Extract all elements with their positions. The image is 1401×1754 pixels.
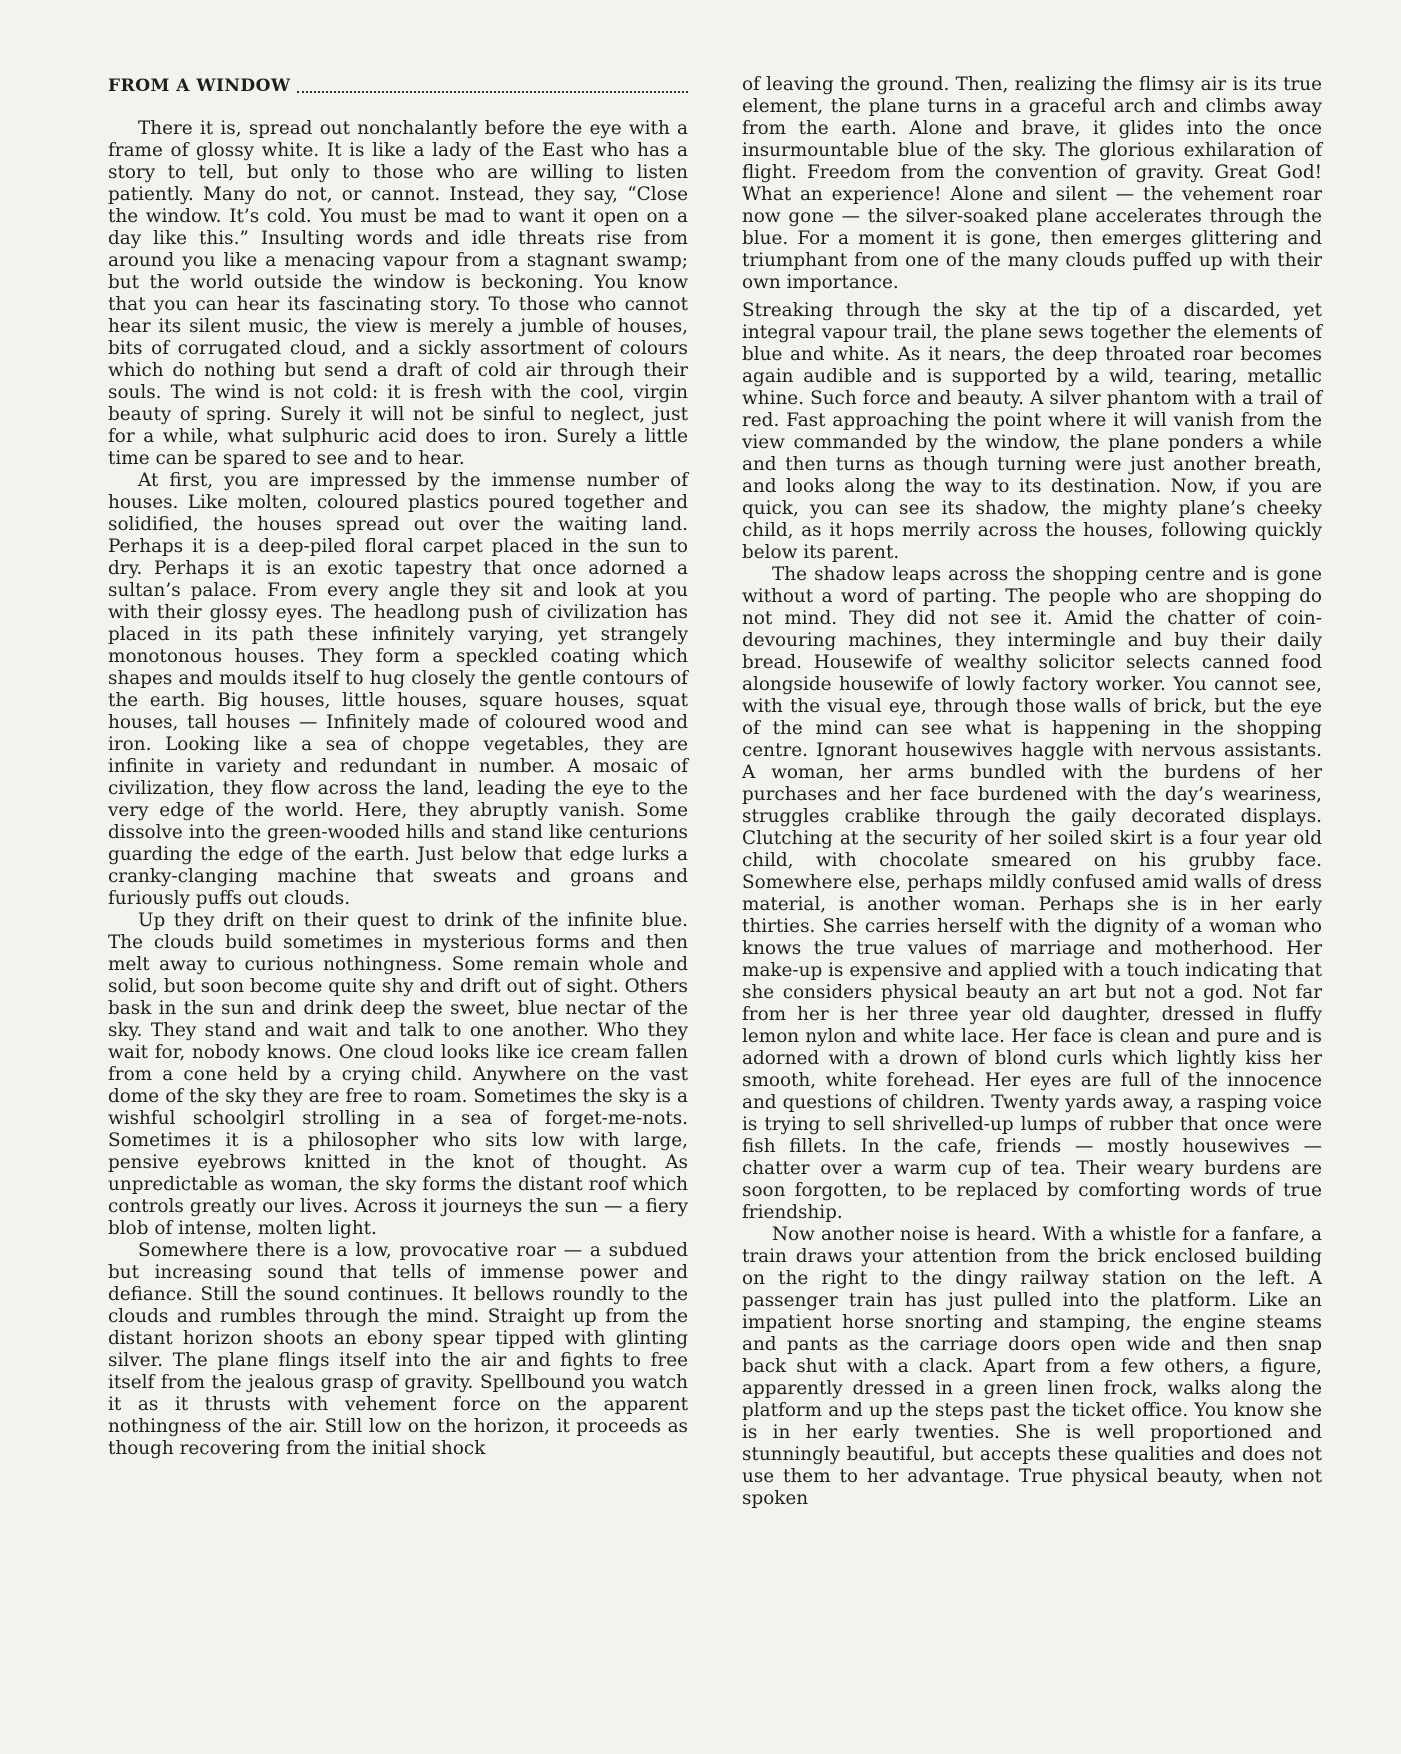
dotted-leader [297, 90, 688, 93]
paragraph-window-intro: There it is, spread out nonchalantly before the eye with a frame of glossy white. It is like a lady of the East who has a story to tell, but only to those who are willing to listen patiently. Many do not, or cannot. Instead, they say, “Close the window. It’s cold. You must be mad to want it open on a day like this.” Insulting words and idle threats rise from around you like a menacing vapour from a stagnant swamp; but the world outside the window is beckoning. You know that you can hear its fascinating story. To those who cannot hear its silent music, the view is merely a jumble of houses, bits of corrugated cloud, and a sickly assortment of colours which do nothing but send a draft of cold air through their souls. The wind is not cold: it is fresh with the cool, virgin beauty of spring. Surely it will not be sinful to neglect, just for a while, what sulphuric acid does to iron. Surely a little time can be spared to see and to hear. [108, 118, 688, 469]
paragraph-plane-continued: of leaving the ground. Then, realizing the flimsy air is its true element, the plane turns in a graceful arch and climbs away from the earth. Alone and brave, it glides into the once insurmountable blue of the sky. The glorious exhilaration of flight. Freedom from the convention of gravity. Great God! What an experience! Alone and silent — the vehement roar now gone — the silver-soaked plane accelerates through the blue. For a moment it is gone, then emerges glittering and triumphant from one of the many clouds puffed up with their own importance. [742, 74, 1322, 293]
paragraph-shopping-centre: The shadow leaps across the shopping centre and is gone without a word of parting. The people who are shopping do not mind. They did not see it. Amid the chatter of coin-devouring machines, they intermingle and buy their daily bread. Housewife of wealthy solicitor selects canned food alongside housewife of lowly factory worker. You cannot see, with the visual eye, through those walls of brick, but the eye of the mind can see what is happening in the shopping centre. Ignorant housewives haggle with nervous assistants. A woman, her arms bundled with the burdens of her purchases and her face burdened with the day’s weariness, struggles crablike through the gaily decorated displays. Clutching at the security of her soiled skirt is a four year old child, with chocolate smeared on his grubby face. Somewhere else, perhaps mildly confused amid walls of dress material, is another woman. Perhaps she is in her early thirties. She carries herself with the dignity of a woman who knows the true values of marriage and motherhood. Her make-up is expensive and applied with a touch indicating that she considers physical beauty an art but not a god. Not far from her is her three year old daughter, dressed in fluffy lemon nylon and white lace. Her face is clean and pure and is adorned with a drown of blond curls which lightly kiss her smooth, white forehead. Her eyes are full of the innocence and questions of children. Twenty yards away, a rasping voice is trying to sell shrivelled-up lumps of rubber that once were fish fillets. In the cafe, friends — mostly housewives — chatter over a warm cup of tea. Their weary burdens are soon forgotten, to be replaced by comforting words of true friendship. [742, 564, 1322, 1223]
paragraph-train: Now another noise is heard. With a whistle for a fanfare, a train draws your attention from the brick enclosed building on the right to the dingy railway station on the left. A passenger train has just pulled into the platform. Like an impatient horse snorting and stamping, the engine steams and pants as the carriage doors open wide and then snap back shut with a clack. Apart from a few others, a figure, apparently dressed in a green linen frock, walks along the platform and up the steps past the ticket office. You know she is in her early twenties. She is well proportioned and stunningly beautiful, but accepts these qualities and does not use them to her advantage. True physical beauty, when not spoken [742, 1224, 1322, 1509]
paragraph-vapour-trail: Streaking through the sky at the tip of a discarded, yet integral vapour trail, the plane sews together the elements of blue and white. As it nears, the deep throated roar becomes again audible and is supported by a wild, tearing, metallic whine. Such force and beauty. A silver phantom with a trail of red. Fast approaching the point where it will vanish from the view commanded by the window, the plane ponders a while and then turns as though turning were just another breath, and looks along the way to its destination. Now, if you are quick, you can see its shadow, the mighty plane’s cheeky child, as it hops merrily across the houses, following quickly below its parent. [742, 300, 1322, 563]
paragraph-roar: Somewhere there is a low, provocative roar — a subdued but increasing sound that tells of immense power and defiance. Still the sound continues. It bellows roundly to the clouds and rumbles through the mind. Straight up from the distant horizon shoots an ebony spear tipped with glinting silver. The plane flings itself into the air and fights to free itself from the jealous grasp of gravity. Spellbound you watch it as it thrusts with vehement force on the apparent nothingness of the air. Still low on the horizon, it proceeds as though recovering from the initial shock [108, 1240, 688, 1459]
article-heading [108, 74, 688, 98]
left-column [108, 74, 688, 1460]
right-column [742, 74, 1322, 1510]
paragraph-clouds: Up they drift on their quest to drink of the infinite blue. The clouds build sometimes in mysterious forms and then melt away to curious nothingness. Some remain whole and solid, but soon become quite shy and drift out of sight. Others bask in the sun and drink deep the sweet, blue nectar of the sky. They stand and wait and talk to one another. Who they wait for, nobody knows. One cloud looks like ice cream fallen from a cone held by a crying child. Anywhere on the vast dome of the sky they are free to roam. Sometimes the sky is a wishful schoolgirl strolling in a sea of forget-me-nots. Sometimes it is a philosopher who sits low with large, pensive eyebrows knitted in the knot of thought. As unpredictable as woman, the sky forms the distant roof which controls greatly our lives. Across it journeys the sun — a fiery blob of intense, molten light. [108, 910, 688, 1239]
paragraph-houses: At first, you are impressed by the immense number of houses. Like molten, coloured plastics poured together and solidified, the houses spread out over the waiting land. Perhaps it is a deep-piled floral carpet placed in the sun to dry. Perhaps it is an exotic tapestry that once adorned a sultan’s palace. From every angle they sit and look at you with their glossy eyes. The headlong push of civilization has placed in its path these infinitely varying, yet strangely monotonous houses. They form a speckled coating which shapes and moulds itself to hug closely the gentle contours of the earth. Big houses, little houses, square houses, squat houses, tall houses — Infinitely made of coloured wood and iron. Looking like a sea of choppe vegetables, they are infinite in variety and redundant in number. A mosaic of civilization, they flow across the land, leading the eye to the very edge of the world. Here, they abruptly vanish. Some dissolve into the green-wooded hills and stand like centurions guarding the edge of the earth. Just below that edge lurks a cranky-clanging machine that sweats and groans and furiously puffs out clouds. [108, 470, 688, 909]
article-title: FROM A WINDOW [108, 76, 291, 96]
